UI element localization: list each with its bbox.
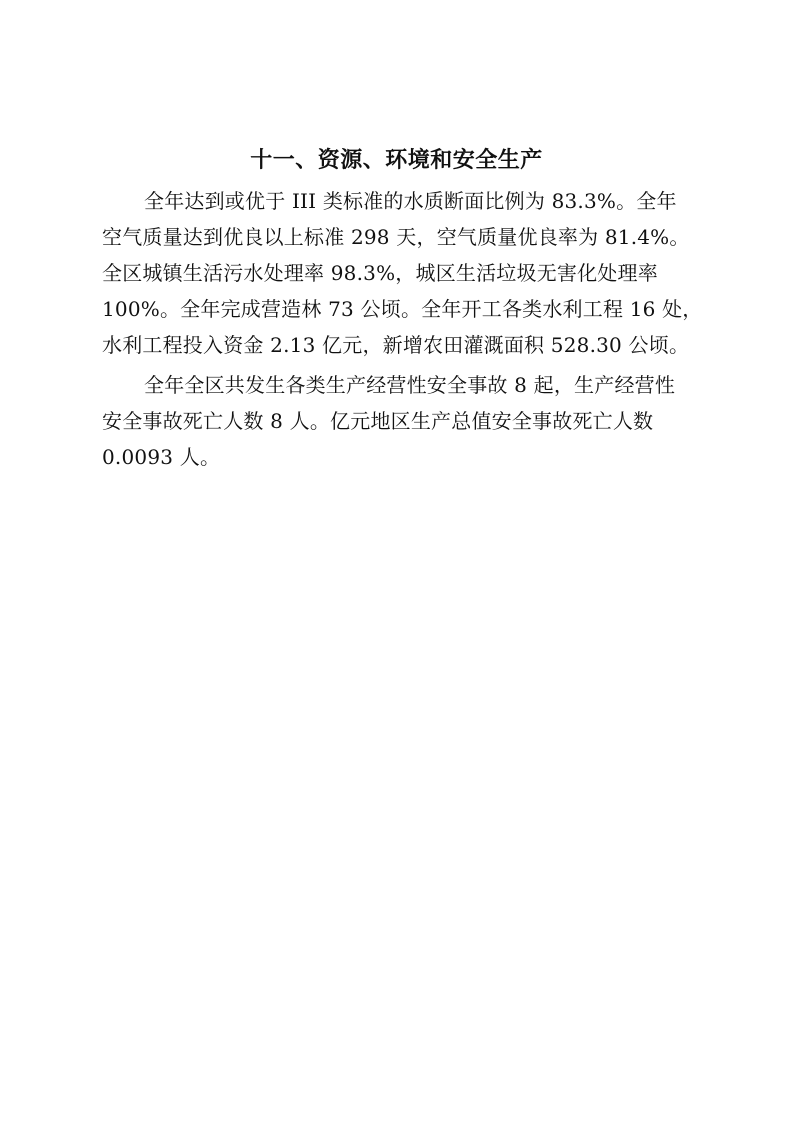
paragraph-line: 全年达到或优于 III 类标准的水质断面比例为 83.3%。全年 <box>144 189 677 213</box>
paragraph-line: 安全事故死亡人数 8 人。亿元地区生产总值安全事故死亡人数 <box>102 409 654 433</box>
paragraph-line: 空气质量达到优良以上标准 298 天，空气质量优良率为 81.4%。 <box>102 225 690 249</box>
paragraph-line: 水利工程投入资金 2.13 亿元，新增农田灌溉面积 528.30 公顷。 <box>102 333 690 357</box>
paragraph-line: 全区城镇生活污水处理率 98.3%，城区生活垃圾无害化处理率 <box>102 261 658 285</box>
paragraph-line: 全年全区共发生各类生产经营性安全事故 8 起，生产经营性 <box>144 373 676 397</box>
paragraph-line: 0.0093 人。 <box>102 445 221 469</box>
section-title: 十一、资源、环境和安全生产 <box>250 148 543 173</box>
paragraph-line: 100%。全年完成营造林 73 公顷。全年开工各类水利工程 16 处， <box>102 297 703 321</box>
